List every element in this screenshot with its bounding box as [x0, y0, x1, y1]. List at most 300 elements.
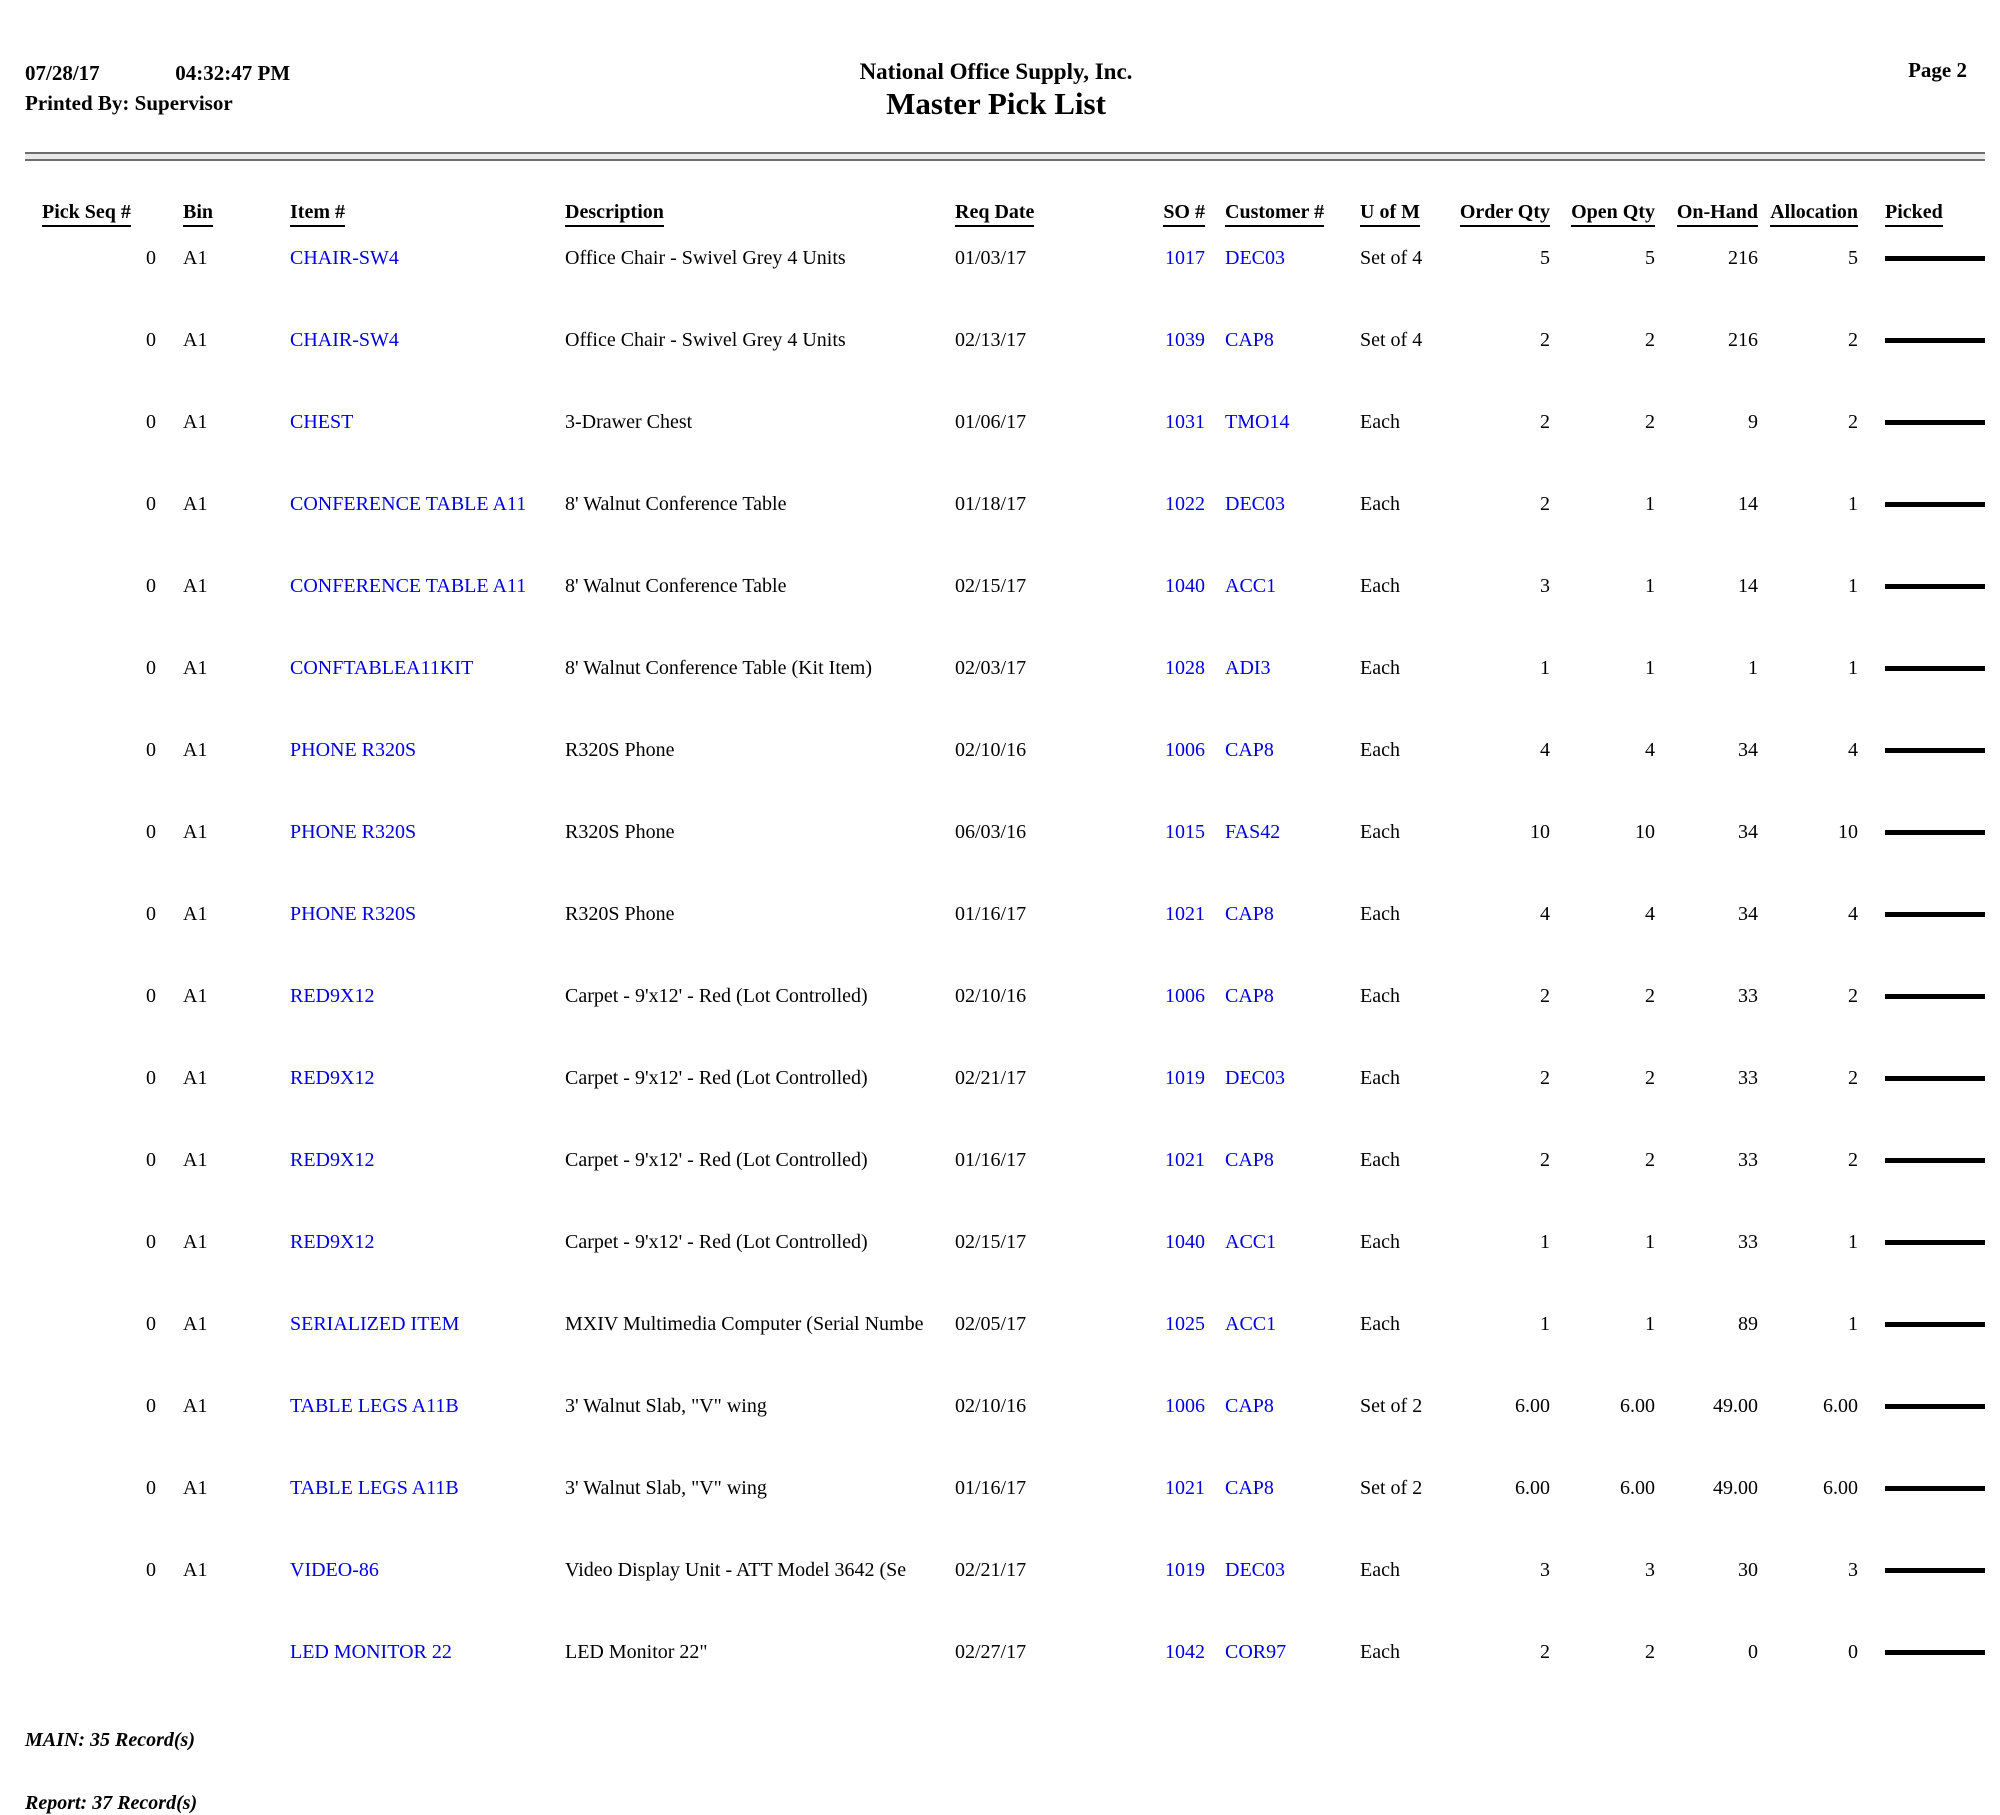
print-date: 07/28/17: [25, 61, 100, 85]
allocation-value: 1: [1848, 657, 1858, 679]
order-qty-value: 2: [1540, 1149, 1550, 1171]
allocation-value: 5: [1848, 247, 1858, 269]
pick-list-row: [42, 637, 1982, 719]
customer-number-link[interactable]: CAP8: [1225, 739, 1274, 761]
col-header-pick-seq: Pick Seq #: [42, 161, 180, 227]
pick-seq-value: 0: [146, 247, 156, 269]
customer-number-link[interactable]: ACC1: [1225, 1231, 1277, 1253]
uom-value: Set of 4: [1360, 329, 1423, 351]
allocation-value: 6.00: [1823, 1395, 1858, 1417]
order-qty-value: 3: [1540, 1559, 1550, 1581]
on-hand-value: 30: [1738, 1559, 1758, 1581]
so-number-link[interactable]: 1006: [1165, 1395, 1205, 1417]
picked-cell: [1863, 719, 1982, 801]
pick-seq-value: 0: [146, 1559, 156, 1581]
picked-fill-in-line: [1885, 420, 1985, 425]
allocation-value: 6.00: [1823, 1477, 1858, 1499]
col-header-uom: U of M: [1340, 161, 1450, 227]
req-date-value: 02/21/17: [955, 1559, 1027, 1581]
pick-seq-value: 0: [146, 1149, 156, 1171]
order-qty-value: 1: [1540, 657, 1550, 679]
uom-value: Each: [1360, 1231, 1400, 1253]
so-number-link[interactable]: 1031: [1165, 411, 1205, 433]
page-number: Page 2: [1908, 58, 1967, 82]
open-qty-value: 4: [1645, 903, 1655, 925]
on-hand-value: 49.00: [1713, 1395, 1758, 1417]
item-number-link[interactable]: TABLE LEGS A11B: [290, 1395, 459, 1417]
picked-cell: [1863, 637, 1982, 719]
col-header-bin: Bin: [180, 161, 285, 227]
item-description: 8' Walnut Conference Table (Kit Item): [565, 657, 872, 679]
picked-cell: [1863, 1047, 1982, 1129]
allocation-value: 2: [1848, 1067, 1858, 1089]
bin-value: A1: [183, 493, 208, 515]
uom-value: Each: [1360, 821, 1400, 843]
pick-seq-value: 0: [146, 821, 156, 843]
picked-fill-in-line: [1885, 1568, 1985, 1573]
open-qty-value: 4: [1645, 739, 1655, 761]
pick-seq-value: 0: [146, 1395, 156, 1417]
customer-number-link[interactable]: CAP8: [1225, 903, 1274, 925]
open-qty-value: 3: [1645, 1559, 1655, 1581]
item-description: Office Chair - Swivel Grey 4 Units: [565, 247, 846, 269]
picked-fill-in-line: [1885, 1650, 1985, 1655]
pick-seq-value: 0: [146, 329, 156, 351]
allocation-value: 1: [1848, 493, 1858, 515]
pick-seq-value: [42, 1621, 180, 1703]
so-number-link[interactable]: 1025: [1165, 1313, 1205, 1335]
uom-value: Each: [1360, 1149, 1400, 1171]
pick-list-row: [42, 1375, 1982, 1457]
req-date-value: 02/10/16: [955, 1395, 1027, 1417]
bin-value: A1: [183, 1313, 208, 1335]
picked-fill-in-line: [1885, 666, 1985, 671]
open-qty-value: 2: [1645, 411, 1655, 433]
pick-list-row: [42, 1047, 1982, 1129]
on-hand-value: 1: [1748, 657, 1758, 679]
open-qty-value: 2: [1645, 985, 1655, 1007]
header-title-block: [585, 58, 1407, 122]
col-header-picked: Picked: [1863, 161, 1982, 227]
col-header-order-qty: Order Qty: [1450, 161, 1555, 227]
customer-number-link[interactable]: ACC1: [1225, 575, 1277, 597]
header-rule: [25, 152, 1985, 161]
picked-cell: [1863, 1539, 1982, 1621]
pick-list-row: [42, 1293, 1982, 1375]
picked-fill-in-line: [1885, 338, 1985, 343]
req-date-value: 02/15/17: [955, 575, 1027, 597]
order-qty-value: 1: [1540, 1313, 1550, 1335]
item-description: Carpet - 9'x12' - Red (Lot Controlled): [565, 985, 868, 1007]
req-date-value: 01/16/17: [955, 1477, 1027, 1499]
bin-value: [180, 1621, 285, 1703]
item-number-link[interactable]: PHONE R320S: [290, 739, 417, 761]
item-description: 8' Walnut Conference Table: [565, 575, 787, 597]
allocation-value: 2: [1848, 1149, 1858, 1171]
on-hand-value: 216: [1728, 247, 1758, 269]
bin-value: A1: [183, 247, 208, 269]
uom-value: Each: [1360, 1641, 1400, 1663]
item-description: R320S Phone: [565, 821, 675, 843]
allocation-value: 2: [1848, 411, 1858, 433]
bin-value: A1: [183, 657, 208, 679]
allocation-value: 2: [1848, 329, 1858, 351]
open-qty-value: 5: [1645, 247, 1655, 269]
pick-list-row: [42, 1457, 1982, 1539]
pick-seq-value: 0: [146, 493, 156, 515]
req-date-value: 02/10/16: [955, 739, 1027, 761]
req-date-value: 02/27/17: [955, 1641, 1027, 1663]
order-qty-value: 3: [1540, 575, 1550, 597]
item-description: Carpet - 9'x12' - Red (Lot Controlled): [565, 1067, 868, 1089]
col-header-open-qty: Open Qty: [1555, 161, 1660, 227]
item-number-link[interactable]: RED9X12: [290, 1149, 375, 1171]
item-description: 3-Drawer Chest: [565, 411, 693, 433]
customer-number-link[interactable]: DEC03: [1225, 1559, 1285, 1581]
on-hand-value: 89: [1738, 1313, 1758, 1335]
item-number-link[interactable]: LED MONITOR 22: [290, 1641, 452, 1663]
customer-number-link[interactable]: CAP8: [1225, 1149, 1274, 1171]
picked-fill-in-line: [1885, 502, 1985, 507]
req-date-value: 01/16/17: [955, 1149, 1027, 1171]
on-hand-value: 14: [1738, 575, 1758, 597]
req-date-value: 02/21/17: [955, 1067, 1027, 1089]
uom-value: Each: [1360, 1313, 1400, 1335]
item-number-link[interactable]: CONFERENCE TABLE A11: [290, 493, 527, 515]
on-hand-value: 33: [1738, 1231, 1758, 1253]
item-number-link[interactable]: PHONE R320S: [290, 903, 417, 925]
picked-fill-in-line: [1885, 1404, 1985, 1409]
picked-cell: [1863, 391, 1982, 473]
open-qty-value: 2: [1645, 1067, 1655, 1089]
pick-list-row: [42, 719, 1982, 801]
allocation-value: 0: [1848, 1641, 1858, 1663]
on-hand-value: 49.00: [1713, 1477, 1758, 1499]
open-qty-value: 2: [1645, 1641, 1655, 1663]
uom-value: Each: [1360, 1559, 1400, 1581]
item-description: R320S Phone: [565, 903, 675, 925]
allocation-value: 4: [1848, 903, 1858, 925]
on-hand-value: 33: [1738, 1067, 1758, 1089]
open-qty-value: 6.00: [1620, 1395, 1655, 1417]
uom-value: Set of 4: [1360, 247, 1423, 269]
picked-cell: [1863, 965, 1982, 1047]
on-hand-value: 216: [1728, 329, 1758, 351]
order-qty-value: 2: [1540, 985, 1550, 1007]
pick-seq-value: 0: [146, 1231, 156, 1253]
bin-value: A1: [183, 1149, 208, 1171]
pick-list-row: [42, 965, 1982, 1047]
pick-seq-value: 0: [146, 985, 156, 1007]
so-number-link[interactable]: 1042: [1165, 1641, 1205, 1663]
picked-cell: [1863, 801, 1982, 883]
customer-number-link[interactable]: ADI3: [1225, 657, 1271, 679]
item-description: Carpet - 9'x12' - Red (Lot Controlled): [565, 1231, 868, 1253]
item-number-link[interactable]: CONFERENCE TABLE A11: [290, 575, 527, 597]
customer-number-link[interactable]: TMO14: [1225, 411, 1290, 433]
customer-number-link[interactable]: CAP8: [1225, 985, 1274, 1007]
on-hand-value: 33: [1738, 1149, 1758, 1171]
bin-value: A1: [183, 1231, 208, 1253]
col-header-customer: Customer #: [1215, 161, 1340, 227]
picked-fill-in-line: [1885, 994, 1985, 999]
picked-cell: [1863, 1129, 1982, 1211]
order-qty-value: 2: [1540, 1641, 1550, 1663]
bin-value: A1: [183, 1477, 208, 1499]
item-description: 3' Walnut Slab, "V" wing: [565, 1395, 767, 1417]
uom-value: Each: [1360, 493, 1400, 515]
customer-number-link[interactable]: DEC03: [1225, 1067, 1285, 1089]
pick-list-row: [42, 801, 1982, 883]
pick-seq-value: 0: [146, 903, 156, 925]
on-hand-value: 14: [1738, 493, 1758, 515]
pick-list-row: [42, 227, 1982, 309]
picked-fill-in-line: [1885, 1158, 1985, 1163]
on-hand-value: 34: [1738, 739, 1758, 761]
col-header-allocation: Allocation: [1763, 161, 1863, 227]
on-hand-value: 34: [1738, 821, 1758, 843]
so-number-link[interactable]: 1015: [1165, 821, 1205, 843]
order-qty-value: 2: [1540, 411, 1550, 433]
bin-value: A1: [183, 903, 208, 925]
item-description: Carpet - 9'x12' - Red (Lot Controlled): [565, 1149, 868, 1171]
so-number-link[interactable]: 1006: [1165, 739, 1205, 761]
item-number-link[interactable]: CONFTABLEA11KIT: [290, 657, 474, 679]
picked-fill-in-line: [1885, 1322, 1985, 1327]
on-hand-value: 33: [1738, 985, 1758, 1007]
order-qty-value: 4: [1540, 739, 1550, 761]
pick-list-row: [42, 1129, 1982, 1211]
picked-fill-in-line: [1885, 1076, 1985, 1081]
header-meta: [25, 58, 585, 118]
bin-value: A1: [183, 329, 208, 351]
req-date-value: 02/10/16: [955, 985, 1027, 1007]
customer-number-link[interactable]: FAS42: [1225, 821, 1281, 843]
bin-value: A1: [183, 739, 208, 761]
date-time-line: [25, 58, 585, 88]
customer-number-link[interactable]: DEC03: [1225, 493, 1285, 515]
order-qty-value: 2: [1540, 493, 1550, 515]
allocation-value: 3: [1848, 1559, 1858, 1581]
item-description: R320S Phone: [565, 739, 675, 761]
so-number-link[interactable]: 1022: [1165, 493, 1205, 515]
report-record-count: Report: 37 Record(s): [25, 1792, 198, 1814]
report-header: [25, 58, 1967, 122]
col-header-so: SO #: [1065, 161, 1215, 227]
open-qty-value: 1: [1645, 1231, 1655, 1253]
item-number-link[interactable]: CHEST: [290, 411, 354, 433]
picked-cell: [1863, 1293, 1982, 1375]
req-date-value: 02/13/17: [955, 329, 1027, 351]
pick-list-row: [42, 883, 1982, 965]
pick-list-table: [42, 161, 1982, 1703]
picked-fill-in-line: [1885, 256, 1985, 261]
allocation-value: 1: [1848, 575, 1858, 597]
customer-number-link[interactable]: COR97: [1225, 1641, 1287, 1663]
pick-list-row: [42, 1539, 1982, 1621]
req-date-value: 02/05/17: [955, 1313, 1027, 1335]
picked-fill-in-line: [1885, 748, 1985, 753]
open-qty-value: 1: [1645, 575, 1655, 597]
pick-seq-value: 0: [146, 1313, 156, 1335]
item-number-link[interactable]: RED9X12: [290, 1231, 375, 1253]
order-qty-value: 6.00: [1515, 1477, 1550, 1499]
picked-cell: [1863, 473, 1982, 555]
customer-number-link[interactable]: ACC1: [1225, 1313, 1277, 1335]
uom-value: Each: [1360, 1067, 1400, 1089]
col-header-description: Description: [565, 161, 955, 227]
bin-value: A1: [183, 1559, 208, 1581]
so-number-link[interactable]: 1006: [1165, 985, 1205, 1007]
picked-cell: [1863, 555, 1982, 637]
req-date-value: 06/03/16: [955, 821, 1027, 843]
so-number-link[interactable]: 1019: [1165, 1067, 1205, 1089]
picked-cell: [1863, 309, 1982, 391]
on-hand-value: 0: [1748, 1641, 1758, 1663]
open-qty-value: 2: [1645, 329, 1655, 351]
uom-value: Each: [1360, 739, 1400, 761]
pick-seq-value: 0: [146, 657, 156, 679]
so-number-link[interactable]: 1017: [1165, 247, 1205, 269]
col-header-on-hand: On-Hand: [1660, 161, 1763, 227]
uom-value: Each: [1360, 903, 1400, 925]
so-number-link[interactable]: 1028: [1165, 657, 1205, 679]
bin-value: A1: [183, 411, 208, 433]
item-number-link[interactable]: TABLE LEGS A11B: [290, 1477, 459, 1499]
bin-value: A1: [183, 1395, 208, 1417]
uom-value: Set of 2: [1360, 1395, 1423, 1417]
open-qty-value: 1: [1645, 657, 1655, 679]
order-qty-value: 2: [1540, 1067, 1550, 1089]
req-date-value: 01/16/17: [955, 903, 1027, 925]
open-qty-value: 2: [1645, 1149, 1655, 1171]
so-number-link[interactable]: 1040: [1165, 1231, 1205, 1253]
col-header-item: Item #: [285, 161, 565, 227]
order-qty-value: 10: [1530, 821, 1550, 843]
col-header-req-date: Req Date: [955, 161, 1065, 227]
company-name: National Office Supply, Inc.: [859, 59, 1133, 84]
order-qty-value: 4: [1540, 903, 1550, 925]
customer-number-link[interactable]: CAP8: [1225, 1477, 1274, 1499]
req-date-value: 02/15/17: [955, 1231, 1027, 1253]
report-footer: [25, 1729, 2000, 1815]
order-qty-value: 1: [1540, 1231, 1550, 1253]
on-hand-value: 9: [1748, 411, 1758, 433]
picked-fill-in-line: [1885, 912, 1985, 917]
req-date-value: 01/03/17: [955, 247, 1027, 269]
pick-list-body: [42, 227, 1982, 1703]
allocation-value: 10: [1838, 821, 1858, 843]
pick-seq-value: 0: [146, 575, 156, 597]
so-number-link[interactable]: 1019: [1165, 1559, 1205, 1581]
pick-list-row: [42, 555, 1982, 637]
pick-seq-value: 0: [146, 1067, 156, 1089]
printed-by-line: Printed By: Supervisor: [25, 91, 233, 115]
allocation-value: 1: [1848, 1313, 1858, 1335]
order-qty-value: 2: [1540, 329, 1550, 351]
bin-value: A1: [183, 1067, 208, 1089]
item-number-link[interactable]: VIDEO-86: [290, 1559, 379, 1581]
bin-value: A1: [183, 575, 208, 597]
order-qty-value: 6.00: [1515, 1395, 1550, 1417]
uom-value: Set of 2: [1360, 1477, 1423, 1499]
main-record-count: MAIN: 35 Record(s): [25, 1729, 195, 1751]
uom-value: Each: [1360, 575, 1400, 597]
item-description: Office Chair - Swivel Grey 4 Units: [565, 329, 846, 351]
item-number-link[interactable]: RED9X12: [290, 985, 375, 1007]
pick-list-row: [42, 391, 1982, 473]
pick-list-row: [42, 1621, 1982, 1703]
pick-list-row: [42, 1211, 1982, 1293]
picked-cell: [1863, 1621, 1982, 1703]
item-description: LED Monitor 22": [565, 1641, 708, 1663]
uom-value: Each: [1360, 985, 1400, 1007]
pick-seq-value: 0: [146, 411, 156, 433]
item-number-link[interactable]: CHAIR-SW4: [290, 329, 399, 351]
item-description: Video Display Unit - ATT Model 3642 (Se: [565, 1559, 907, 1581]
picked-cell: [1863, 227, 1982, 309]
so-number-link[interactable]: 1021: [1165, 1477, 1205, 1499]
pick-list-row: [42, 473, 1982, 555]
order-qty-value: 5: [1540, 247, 1550, 269]
req-date-value: 01/18/17: [955, 493, 1027, 515]
item-number-link[interactable]: RED9X12: [290, 1067, 375, 1089]
open-qty-value: 6.00: [1620, 1477, 1655, 1499]
bin-value: A1: [183, 821, 208, 843]
report-title: Master Pick List: [886, 86, 1106, 121]
pick-seq-value: 0: [146, 1477, 156, 1499]
allocation-value: 2: [1848, 985, 1858, 1007]
table-header-row: [42, 161, 1982, 227]
picked-fill-in-line: [1885, 584, 1985, 589]
print-time: 04:32:47 PM: [175, 61, 291, 85]
item-description: 3' Walnut Slab, "V" wing: [565, 1477, 767, 1499]
so-number-link[interactable]: 1021: [1165, 903, 1205, 925]
uom-value: Each: [1360, 411, 1400, 433]
report-page: [0, 58, 2000, 1814]
uom-value: Each: [1360, 657, 1400, 679]
item-number-link[interactable]: CHAIR-SW4: [290, 247, 399, 269]
picked-fill-in-line: [1885, 1486, 1985, 1491]
pick-list-row: [42, 309, 1982, 391]
picked-fill-in-line: [1885, 830, 1985, 835]
req-date-value: 01/06/17: [955, 411, 1027, 433]
pick-seq-value: 0: [146, 739, 156, 761]
item-number-link[interactable]: SERIALIZED ITEM: [290, 1313, 460, 1335]
open-qty-value: 10: [1635, 821, 1655, 843]
open-qty-value: 1: [1645, 1313, 1655, 1335]
picked-cell: [1863, 1375, 1982, 1457]
bin-value: A1: [183, 985, 208, 1007]
allocation-value: 4: [1848, 739, 1858, 761]
picked-cell: [1863, 1211, 1982, 1293]
open-qty-value: 1: [1645, 493, 1655, 515]
customer-number-link[interactable]: DEC03: [1225, 247, 1285, 269]
item-description: MXIV Multimedia Computer (Serial Numbe: [565, 1313, 924, 1335]
so-number-link[interactable]: 1021: [1165, 1149, 1205, 1171]
picked-fill-in-line: [1885, 1240, 1985, 1245]
on-hand-value: 34: [1738, 903, 1758, 925]
req-date-value: 02/03/17: [955, 657, 1027, 679]
item-description: 8' Walnut Conference Table: [565, 493, 787, 515]
so-number-link[interactable]: 1040: [1165, 575, 1205, 597]
customer-number-link[interactable]: CAP8: [1225, 329, 1274, 351]
allocation-value: 1: [1848, 1231, 1858, 1253]
item-number-link[interactable]: PHONE R320S: [290, 821, 417, 843]
so-number-link[interactable]: 1039: [1165, 329, 1205, 351]
customer-number-link[interactable]: CAP8: [1225, 1395, 1274, 1417]
picked-cell: [1863, 1457, 1982, 1539]
